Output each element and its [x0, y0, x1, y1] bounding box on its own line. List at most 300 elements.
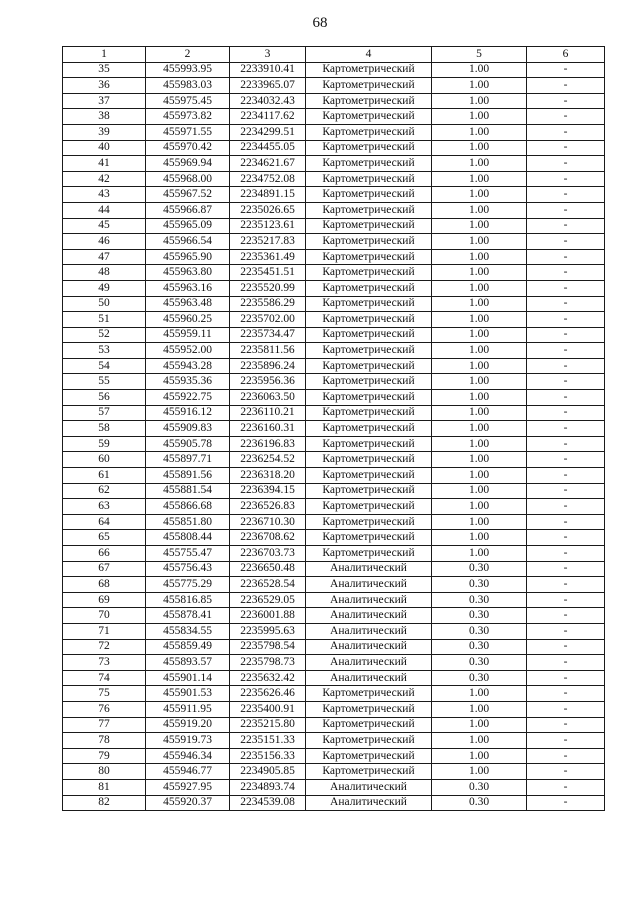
- y-coordinate-cell: 2235702.00: [230, 312, 306, 328]
- accuracy-cell: 1.00: [432, 748, 527, 764]
- table-row: [63, 561, 605, 577]
- table-row: [63, 733, 605, 749]
- y-coordinate-cell: 2235626.46: [230, 686, 306, 702]
- method-cell: Картометрический: [306, 530, 432, 546]
- note-cell: -: [527, 655, 605, 671]
- table-row: [63, 156, 605, 172]
- point-number-cell: 79: [63, 748, 146, 764]
- accuracy-cell: 1.00: [432, 296, 527, 312]
- method-cell: Аналитический: [306, 561, 432, 577]
- point-number-cell: 42: [63, 171, 146, 187]
- y-coordinate-cell: 2236394.15: [230, 483, 306, 499]
- table-row: [63, 358, 605, 374]
- note-cell: -: [527, 499, 605, 515]
- note-cell: -: [527, 187, 605, 203]
- method-cell: Картометрический: [306, 78, 432, 94]
- point-number-cell: 74: [63, 670, 146, 686]
- point-number-cell: 71: [63, 623, 146, 639]
- method-cell: Картометрический: [306, 717, 432, 733]
- x-coordinate-cell: 455970.42: [146, 140, 230, 156]
- table-row: [63, 296, 605, 312]
- point-number-cell: 81: [63, 779, 146, 795]
- note-cell: -: [527, 686, 605, 702]
- x-coordinate-cell: 455919.20: [146, 717, 230, 733]
- table-row: [63, 109, 605, 125]
- note-cell: -: [527, 764, 605, 780]
- y-coordinate-cell: 2235400.91: [230, 701, 306, 717]
- x-coordinate-cell: 455756.43: [146, 561, 230, 577]
- note-cell: -: [527, 546, 605, 562]
- x-coordinate-cell: 455909.83: [146, 421, 230, 437]
- x-coordinate-cell: 455993.95: [146, 62, 230, 78]
- accuracy-cell: 0.30: [432, 670, 527, 686]
- y-coordinate-cell: 2236528.54: [230, 577, 306, 593]
- table-row: [63, 530, 605, 546]
- method-cell: Аналитический: [306, 577, 432, 593]
- table-row: [63, 514, 605, 530]
- y-coordinate-cell: 2236110.21: [230, 405, 306, 421]
- note-cell: -: [527, 280, 605, 296]
- note-cell: -: [527, 390, 605, 406]
- accuracy-cell: 1.00: [432, 218, 527, 234]
- method-cell: Картометрический: [306, 124, 432, 140]
- point-number-cell: 36: [63, 78, 146, 94]
- accuracy-cell: 1.00: [432, 312, 527, 328]
- note-cell: -: [527, 608, 605, 624]
- method-cell: Аналитический: [306, 639, 432, 655]
- table-row: [63, 499, 605, 515]
- method-cell: Картометрический: [306, 701, 432, 717]
- method-cell: Картометрический: [306, 374, 432, 390]
- note-cell: -: [527, 109, 605, 125]
- point-number-cell: 62: [63, 483, 146, 499]
- point-number-cell: 55: [63, 374, 146, 390]
- method-cell: Картометрический: [306, 686, 432, 702]
- x-coordinate-cell: 455905.78: [146, 436, 230, 452]
- accuracy-cell: 1.00: [432, 421, 527, 437]
- header-cell-4: 4: [306, 47, 432, 63]
- y-coordinate-cell: 2236710.30: [230, 514, 306, 530]
- x-coordinate-cell: 455971.55: [146, 124, 230, 140]
- accuracy-cell: 0.30: [432, 623, 527, 639]
- accuracy-cell: 1.00: [432, 202, 527, 218]
- table-row: [63, 327, 605, 343]
- y-coordinate-cell: 2235026.65: [230, 202, 306, 218]
- x-coordinate-cell: 455946.77: [146, 764, 230, 780]
- x-coordinate-cell: 455952.00: [146, 343, 230, 359]
- point-number-cell: 37: [63, 93, 146, 109]
- point-number-cell: 57: [63, 405, 146, 421]
- table-row: [63, 655, 605, 671]
- table-row: [63, 483, 605, 499]
- accuracy-cell: 1.00: [432, 327, 527, 343]
- method-cell: Картометрический: [306, 764, 432, 780]
- accuracy-cell: 1.00: [432, 546, 527, 562]
- accuracy-cell: 0.30: [432, 592, 527, 608]
- x-coordinate-cell: 455893.57: [146, 655, 230, 671]
- method-cell: Картометрический: [306, 156, 432, 172]
- method-cell: Картометрический: [306, 140, 432, 156]
- table-row: [63, 608, 605, 624]
- y-coordinate-cell: 2234893.74: [230, 779, 306, 795]
- note-cell: -: [527, 249, 605, 265]
- accuracy-cell: 1.00: [432, 140, 527, 156]
- y-coordinate-cell: 2235956.36: [230, 374, 306, 390]
- table-row: [63, 171, 605, 187]
- point-number-cell: 78: [63, 733, 146, 749]
- x-coordinate-cell: 455901.53: [146, 686, 230, 702]
- note-cell: -: [527, 670, 605, 686]
- note-cell: -: [527, 701, 605, 717]
- method-cell: Картометрический: [306, 733, 432, 749]
- method-cell: Картометрический: [306, 327, 432, 343]
- method-cell: Аналитический: [306, 670, 432, 686]
- y-coordinate-cell: 2235151.33: [230, 733, 306, 749]
- x-coordinate-cell: 455927.95: [146, 779, 230, 795]
- y-coordinate-cell: 2234539.08: [230, 795, 306, 811]
- y-coordinate-cell: 2235451.51: [230, 265, 306, 281]
- y-coordinate-cell: 2236708.62: [230, 530, 306, 546]
- note-cell: -: [527, 733, 605, 749]
- note-cell: -: [527, 561, 605, 577]
- y-coordinate-cell: 2236196.83: [230, 436, 306, 452]
- table-row: [63, 265, 605, 281]
- x-coordinate-cell: 455960.25: [146, 312, 230, 328]
- table-row: [63, 405, 605, 421]
- x-coordinate-cell: 455920.37: [146, 795, 230, 811]
- point-number-cell: 61: [63, 468, 146, 484]
- coordinates-table: [62, 46, 605, 811]
- accuracy-cell: 1.00: [432, 390, 527, 406]
- accuracy-cell: 1.00: [432, 701, 527, 717]
- y-coordinate-cell: 2234032.43: [230, 93, 306, 109]
- method-cell: Картометрический: [306, 358, 432, 374]
- y-coordinate-cell: 2235995.63: [230, 623, 306, 639]
- table-row: [63, 62, 605, 78]
- note-cell: -: [527, 374, 605, 390]
- point-number-cell: 41: [63, 156, 146, 172]
- note-cell: -: [527, 312, 605, 328]
- table-row: [63, 795, 605, 811]
- note-cell: -: [527, 327, 605, 343]
- x-coordinate-cell: 455946.34: [146, 748, 230, 764]
- table-row: [63, 701, 605, 717]
- y-coordinate-cell: 2236526.83: [230, 499, 306, 515]
- point-number-cell: 38: [63, 109, 146, 125]
- note-cell: -: [527, 218, 605, 234]
- table-row: [63, 187, 605, 203]
- x-coordinate-cell: 455966.87: [146, 202, 230, 218]
- y-coordinate-cell: 2233910.41: [230, 62, 306, 78]
- method-cell: Картометрический: [306, 748, 432, 764]
- table-row: [63, 421, 605, 437]
- accuracy-cell: 0.30: [432, 655, 527, 671]
- method-cell: Аналитический: [306, 655, 432, 671]
- method-cell: Картометрический: [306, 405, 432, 421]
- point-number-cell: 63: [63, 499, 146, 515]
- table-row: [63, 140, 605, 156]
- x-coordinate-cell: 455755.47: [146, 546, 230, 562]
- y-coordinate-cell: 2235734.47: [230, 327, 306, 343]
- table-row: [63, 343, 605, 359]
- point-number-cell: 52: [63, 327, 146, 343]
- y-coordinate-cell: 2234621.67: [230, 156, 306, 172]
- method-cell: Картометрический: [306, 421, 432, 437]
- point-number-cell: 82: [63, 795, 146, 811]
- method-cell: Картометрический: [306, 546, 432, 562]
- point-number-cell: 46: [63, 234, 146, 250]
- accuracy-cell: 1.00: [432, 686, 527, 702]
- y-coordinate-cell: 2234752.08: [230, 171, 306, 187]
- accuracy-cell: 1.00: [432, 265, 527, 281]
- note-cell: -: [527, 296, 605, 312]
- method-cell: Картометрический: [306, 296, 432, 312]
- point-number-cell: 44: [63, 202, 146, 218]
- y-coordinate-cell: 2233965.07: [230, 78, 306, 94]
- y-coordinate-cell: 2235632.42: [230, 670, 306, 686]
- method-cell: Картометрический: [306, 312, 432, 328]
- accuracy-cell: 1.00: [432, 436, 527, 452]
- method-cell: Картометрический: [306, 514, 432, 530]
- accuracy-cell: 1.00: [432, 483, 527, 499]
- y-coordinate-cell: 2236160.31: [230, 421, 306, 437]
- accuracy-cell: 1.00: [432, 124, 527, 140]
- accuracy-cell: 1.00: [432, 187, 527, 203]
- method-cell: Картометрический: [306, 499, 432, 515]
- x-coordinate-cell: 455922.75: [146, 390, 230, 406]
- table-row: [63, 779, 605, 795]
- y-coordinate-cell: 2235798.54: [230, 639, 306, 655]
- header-row: [63, 47, 605, 63]
- method-cell: Картометрический: [306, 109, 432, 125]
- table-row: [63, 670, 605, 686]
- method-cell: Картометрический: [306, 468, 432, 484]
- method-cell: Картометрический: [306, 218, 432, 234]
- table-row: [63, 546, 605, 562]
- accuracy-cell: 1.00: [432, 530, 527, 546]
- y-coordinate-cell: 2236529.05: [230, 592, 306, 608]
- x-coordinate-cell: 455901.14: [146, 670, 230, 686]
- accuracy-cell: 1.00: [432, 717, 527, 733]
- table-row: [63, 623, 605, 639]
- accuracy-cell: 0.30: [432, 639, 527, 655]
- method-cell: Картометрический: [306, 343, 432, 359]
- note-cell: -: [527, 795, 605, 811]
- y-coordinate-cell: 2236650.48: [230, 561, 306, 577]
- method-cell: Аналитический: [306, 623, 432, 639]
- note-cell: -: [527, 421, 605, 437]
- method-cell: Аналитический: [306, 592, 432, 608]
- method-cell: Аналитический: [306, 608, 432, 624]
- x-coordinate-cell: 455973.82: [146, 109, 230, 125]
- accuracy-cell: 1.00: [432, 280, 527, 296]
- point-number-cell: 47: [63, 249, 146, 265]
- point-number-cell: 43: [63, 187, 146, 203]
- x-coordinate-cell: 455975.45: [146, 93, 230, 109]
- table-row: [63, 78, 605, 94]
- point-number-cell: 50: [63, 296, 146, 312]
- accuracy-cell: 1.00: [432, 468, 527, 484]
- point-number-cell: 60: [63, 452, 146, 468]
- note-cell: -: [527, 468, 605, 484]
- y-coordinate-cell: 2234905.85: [230, 764, 306, 780]
- note-cell: -: [527, 93, 605, 109]
- x-coordinate-cell: 455859.49: [146, 639, 230, 655]
- note-cell: -: [527, 483, 605, 499]
- point-number-cell: 39: [63, 124, 146, 140]
- y-coordinate-cell: 2235215.80: [230, 717, 306, 733]
- y-coordinate-cell: 2235798.73: [230, 655, 306, 671]
- accuracy-cell: 0.30: [432, 577, 527, 593]
- x-coordinate-cell: 455959.11: [146, 327, 230, 343]
- point-number-cell: 51: [63, 312, 146, 328]
- x-coordinate-cell: 455881.54: [146, 483, 230, 499]
- table-row: [63, 452, 605, 468]
- note-cell: -: [527, 452, 605, 468]
- point-number-cell: 68: [63, 577, 146, 593]
- table-row: [63, 577, 605, 593]
- table-row: [63, 468, 605, 484]
- header-cell-3: 3: [230, 47, 306, 63]
- y-coordinate-cell: 2236254.52: [230, 452, 306, 468]
- y-coordinate-cell: 2234117.62: [230, 109, 306, 125]
- x-coordinate-cell: 455967.52: [146, 187, 230, 203]
- method-cell: Картометрический: [306, 265, 432, 281]
- point-number-cell: 64: [63, 514, 146, 530]
- table-row: [63, 592, 605, 608]
- note-cell: -: [527, 78, 605, 94]
- table-row: [63, 249, 605, 265]
- point-number-cell: 56: [63, 390, 146, 406]
- y-coordinate-cell: 2235896.24: [230, 358, 306, 374]
- table-row: [63, 280, 605, 296]
- method-cell: Картометрический: [306, 62, 432, 78]
- x-coordinate-cell: 455969.94: [146, 156, 230, 172]
- point-number-cell: 49: [63, 280, 146, 296]
- accuracy-cell: 1.00: [432, 78, 527, 94]
- method-cell: Картометрический: [306, 93, 432, 109]
- table-row: [63, 202, 605, 218]
- table-row: [63, 748, 605, 764]
- method-cell: Картометрический: [306, 436, 432, 452]
- y-coordinate-cell: 2236063.50: [230, 390, 306, 406]
- header-cell-6: 6: [527, 47, 605, 63]
- note-cell: -: [527, 202, 605, 218]
- accuracy-cell: 1.00: [432, 343, 527, 359]
- table-row: [63, 374, 605, 390]
- x-coordinate-cell: 455919.73: [146, 733, 230, 749]
- point-number-cell: 70: [63, 608, 146, 624]
- note-cell: -: [527, 577, 605, 593]
- y-coordinate-cell: 2234891.15: [230, 187, 306, 203]
- page-number: 68: [312, 15, 328, 31]
- accuracy-cell: 0.30: [432, 795, 527, 811]
- table-row: [63, 218, 605, 234]
- accuracy-cell: 1.00: [432, 62, 527, 78]
- note-cell: -: [527, 234, 605, 250]
- table-row: [63, 234, 605, 250]
- x-coordinate-cell: 455775.29: [146, 577, 230, 593]
- x-coordinate-cell: 455963.16: [146, 280, 230, 296]
- method-cell: Картометрический: [306, 202, 432, 218]
- note-cell: -: [527, 779, 605, 795]
- point-number-cell: 58: [63, 421, 146, 437]
- method-cell: Картометрический: [306, 249, 432, 265]
- table-row: [63, 717, 605, 733]
- point-number-cell: 53: [63, 343, 146, 359]
- accuracy-cell: 0.30: [432, 561, 527, 577]
- x-coordinate-cell: 455834.55: [146, 623, 230, 639]
- accuracy-cell: 1.00: [432, 249, 527, 265]
- point-number-cell: 72: [63, 639, 146, 655]
- x-coordinate-cell: 455816.85: [146, 592, 230, 608]
- table-row: [63, 390, 605, 406]
- point-number-cell: 67: [63, 561, 146, 577]
- note-cell: -: [527, 592, 605, 608]
- method-cell: Картометрический: [306, 187, 432, 203]
- accuracy-cell: 0.30: [432, 608, 527, 624]
- point-number-cell: 35: [63, 62, 146, 78]
- x-coordinate-cell: 455966.54: [146, 234, 230, 250]
- accuracy-cell: 1.00: [432, 452, 527, 468]
- note-cell: -: [527, 405, 605, 421]
- note-cell: -: [527, 124, 605, 140]
- note-cell: -: [527, 140, 605, 156]
- x-coordinate-cell: 455851.80: [146, 514, 230, 530]
- point-number-cell: 73: [63, 655, 146, 671]
- note-cell: -: [527, 62, 605, 78]
- y-coordinate-cell: 2235361.49: [230, 249, 306, 265]
- accuracy-cell: 0.30: [432, 779, 527, 795]
- accuracy-cell: 1.00: [432, 93, 527, 109]
- method-cell: Картометрический: [306, 452, 432, 468]
- table-row: [63, 312, 605, 328]
- x-coordinate-cell: 455897.71: [146, 452, 230, 468]
- note-cell: -: [527, 639, 605, 655]
- table-row: [63, 436, 605, 452]
- point-number-cell: 65: [63, 530, 146, 546]
- y-coordinate-cell: 2235123.61: [230, 218, 306, 234]
- x-coordinate-cell: 455866.68: [146, 499, 230, 515]
- y-coordinate-cell: 2235811.56: [230, 343, 306, 359]
- table-header: [63, 47, 605, 63]
- y-coordinate-cell: 2235520.99: [230, 280, 306, 296]
- note-cell: -: [527, 514, 605, 530]
- x-coordinate-cell: 455808.44: [146, 530, 230, 546]
- point-number-cell: 40: [63, 140, 146, 156]
- x-coordinate-cell: 455965.90: [146, 249, 230, 265]
- table-row: [63, 124, 605, 140]
- accuracy-cell: 1.00: [432, 499, 527, 515]
- accuracy-cell: 1.00: [432, 109, 527, 125]
- point-number-cell: 45: [63, 218, 146, 234]
- x-coordinate-cell: 455943.28: [146, 358, 230, 374]
- note-cell: -: [527, 171, 605, 187]
- x-coordinate-cell: 455911.95: [146, 701, 230, 717]
- method-cell: Картометрический: [306, 171, 432, 187]
- note-cell: -: [527, 156, 605, 172]
- point-number-cell: 59: [63, 436, 146, 452]
- note-cell: -: [527, 358, 605, 374]
- x-coordinate-cell: 455968.00: [146, 171, 230, 187]
- accuracy-cell: 1.00: [432, 234, 527, 250]
- header-cell-1: 1: [63, 47, 146, 63]
- note-cell: -: [527, 748, 605, 764]
- accuracy-cell: 1.00: [432, 171, 527, 187]
- accuracy-cell: 1.00: [432, 156, 527, 172]
- y-coordinate-cell: 2235217.83: [230, 234, 306, 250]
- x-coordinate-cell: 455935.36: [146, 374, 230, 390]
